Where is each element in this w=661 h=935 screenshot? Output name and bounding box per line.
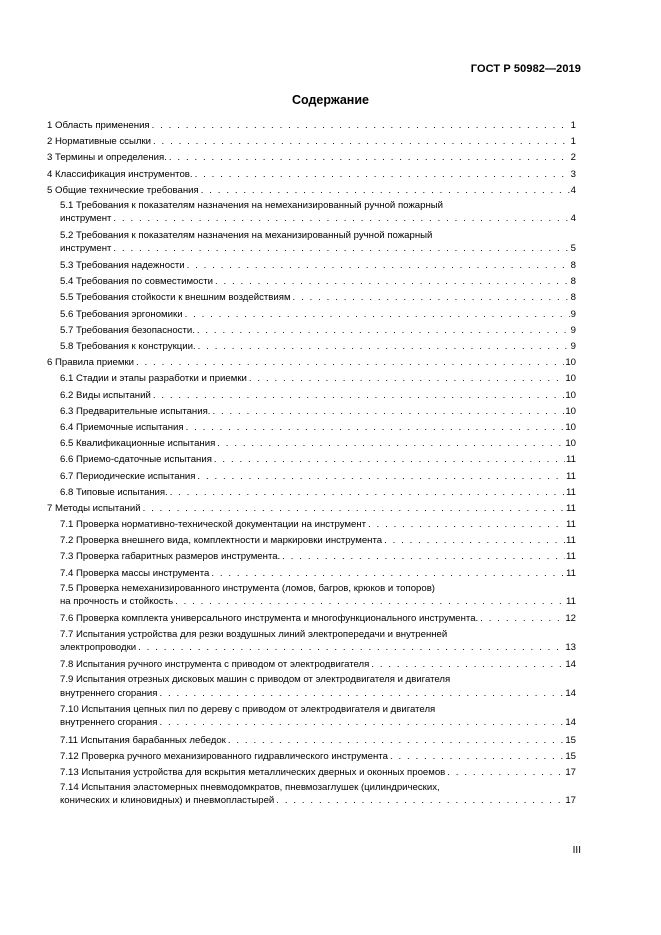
- toc-entry-7-4[interactable]: 7.4 Проверка массы инструмента . . . 11: [47, 566, 576, 582]
- toc-entry-5-8[interactable]: 5.8 Требования к конструкции. . . . 9: [47, 339, 576, 355]
- toc-entry-6-4[interactable]: 6.4 Приемочные испытания . . . 10: [47, 420, 576, 436]
- toc-entry-5-6[interactable]: 5.6 Требования эргономики . . . 9: [47, 307, 576, 323]
- toc-entry-7-12[interactable]: 7.12 Проверка ручного механизированного гидравлического инструмента . . . 15: [47, 749, 576, 765]
- toc-entry-7-5[interactable]: 7.5 Проверка немеханизированного инструмента (ломов, багров, крюков и топоров) на прочность и стойкость . . . 11: [47, 582, 576, 609]
- toc-entry-7-7[interactable]: 7.7 Испытания устройства для резки воздушных линий электропередачи и внутренней электропроводки . . . 13: [47, 628, 576, 655]
- page-number: III: [572, 845, 581, 856]
- toc-entry-6-6[interactable]: 6.6 Приемо-сдаточные испытания . . . 11: [47, 452, 576, 468]
- toc-entry-7-3[interactable]: 7.3 Проверка габаритных размеров инструмента. . . . 11: [47, 549, 576, 565]
- toc-entry-5-3[interactable]: 5.3 Требования надежности . . . 8: [47, 258, 576, 274]
- toc-entry-1[interactable]: 1 Область применения . . . 1: [47, 118, 576, 134]
- toc-entry-7-10[interactable]: 7.10 Испытания цепных пил по дереву с приводом от электродвигателя и двигателя внутреннего сгорания . . . 14: [47, 703, 576, 730]
- toc-entry-5-5[interactable]: 5.5 Требования стойкости к внешним воздействиям . . . 8: [47, 290, 576, 306]
- table-of-contents: [47, 118, 576, 811]
- toc-entry-7[interactable]: 7 Методы испытаний . . . 11: [47, 501, 576, 517]
- toc-entry-3[interactable]: 3 Термины и определения. . . . 2: [47, 150, 576, 166]
- toc-entry-6-3[interactable]: 6.3 Предварительные испытания. . . . 10: [47, 404, 576, 420]
- toc-entry-7-6[interactable]: 7.6 Проверка комплекта универсального инструмента и многофункционального инструмента. . . . 12: [47, 611, 576, 627]
- toc-entry-7-13[interactable]: 7.13 Испытания устройства для вскрытия металлических дверных и оконных проемов . . . 17: [47, 765, 576, 781]
- toc-entry-7-2[interactable]: 7.2 Проверка внешнего вида, комплектности и маркировки инструмента . . . 11: [47, 533, 576, 549]
- toc-entry-6-5[interactable]: 6.5 Квалификационные испытания . . . 10: [47, 436, 576, 452]
- toc-entry-7-9[interactable]: 7.9 Испытания отрезных дисковых машин с приводом от электродвигателя и двигателя внутреннего сгорания . . . 14: [47, 673, 576, 700]
- toc-entry-7-1[interactable]: 7.1 Проверка нормативно-технической документации на инструмент . . . 11: [47, 517, 576, 533]
- toc-entry-4[interactable]: 4 Классификация инструментов. . . . 3: [47, 167, 576, 183]
- toc-entry-7-14[interactable]: 7.14 Испытания эластомерных пневмодомкратов, пневмозаглушек (цилиндрических, конических и клиновидных) и пневмопластырей . . . 17: [47, 781, 576, 808]
- toc-entry-5-4[interactable]: 5.4 Требования по совместимости . . . 8: [47, 274, 576, 290]
- toc-entry-5-2[interactable]: 5.2 Требования к показателям назначения на механизированный ручной пожарный инструмент . . . 5: [47, 229, 576, 256]
- toc-entry-5-7[interactable]: 5.7 Требования безопасности. . . . 9: [47, 323, 576, 339]
- toc-entry-6[interactable]: 6 Правила приемки . . . 10: [47, 355, 576, 371]
- toc-entry-7-11[interactable]: 7.11 Испытания барабанных лебедок . . . 15: [47, 733, 576, 749]
- toc-entry-5-1[interactable]: 5.1 Требования к показателям назначения на немеханизированный ручной пожарный инструмент . . . 4: [47, 199, 576, 226]
- toc-entry-5[interactable]: 5 Общие технические требования . . . 4: [47, 183, 576, 199]
- toc-entry-6-2[interactable]: 6.2 Виды испытаний . . . 10: [47, 388, 576, 404]
- toc-entry-6-1[interactable]: 6.1 Стадии и этапы разработки и приемки . . . 10: [47, 371, 576, 387]
- toc-entry-2[interactable]: 2 Нормативные ссылки . . . 1: [47, 134, 576, 150]
- toc-entry-6-8[interactable]: 6.8 Типовые испытания. . . . 11: [47, 485, 576, 501]
- standard-designation: ГОСТ Р 50982—2019: [470, 63, 581, 75]
- toc-title: Содержание: [291, 93, 369, 107]
- toc-entry-6-7[interactable]: 6.7 Периодические испытания . . . 11: [47, 469, 576, 485]
- toc-entry-7-8[interactable]: 7.8 Испытания ручного инструмента с приводом от электродвигателя . . . 14: [47, 657, 576, 673]
